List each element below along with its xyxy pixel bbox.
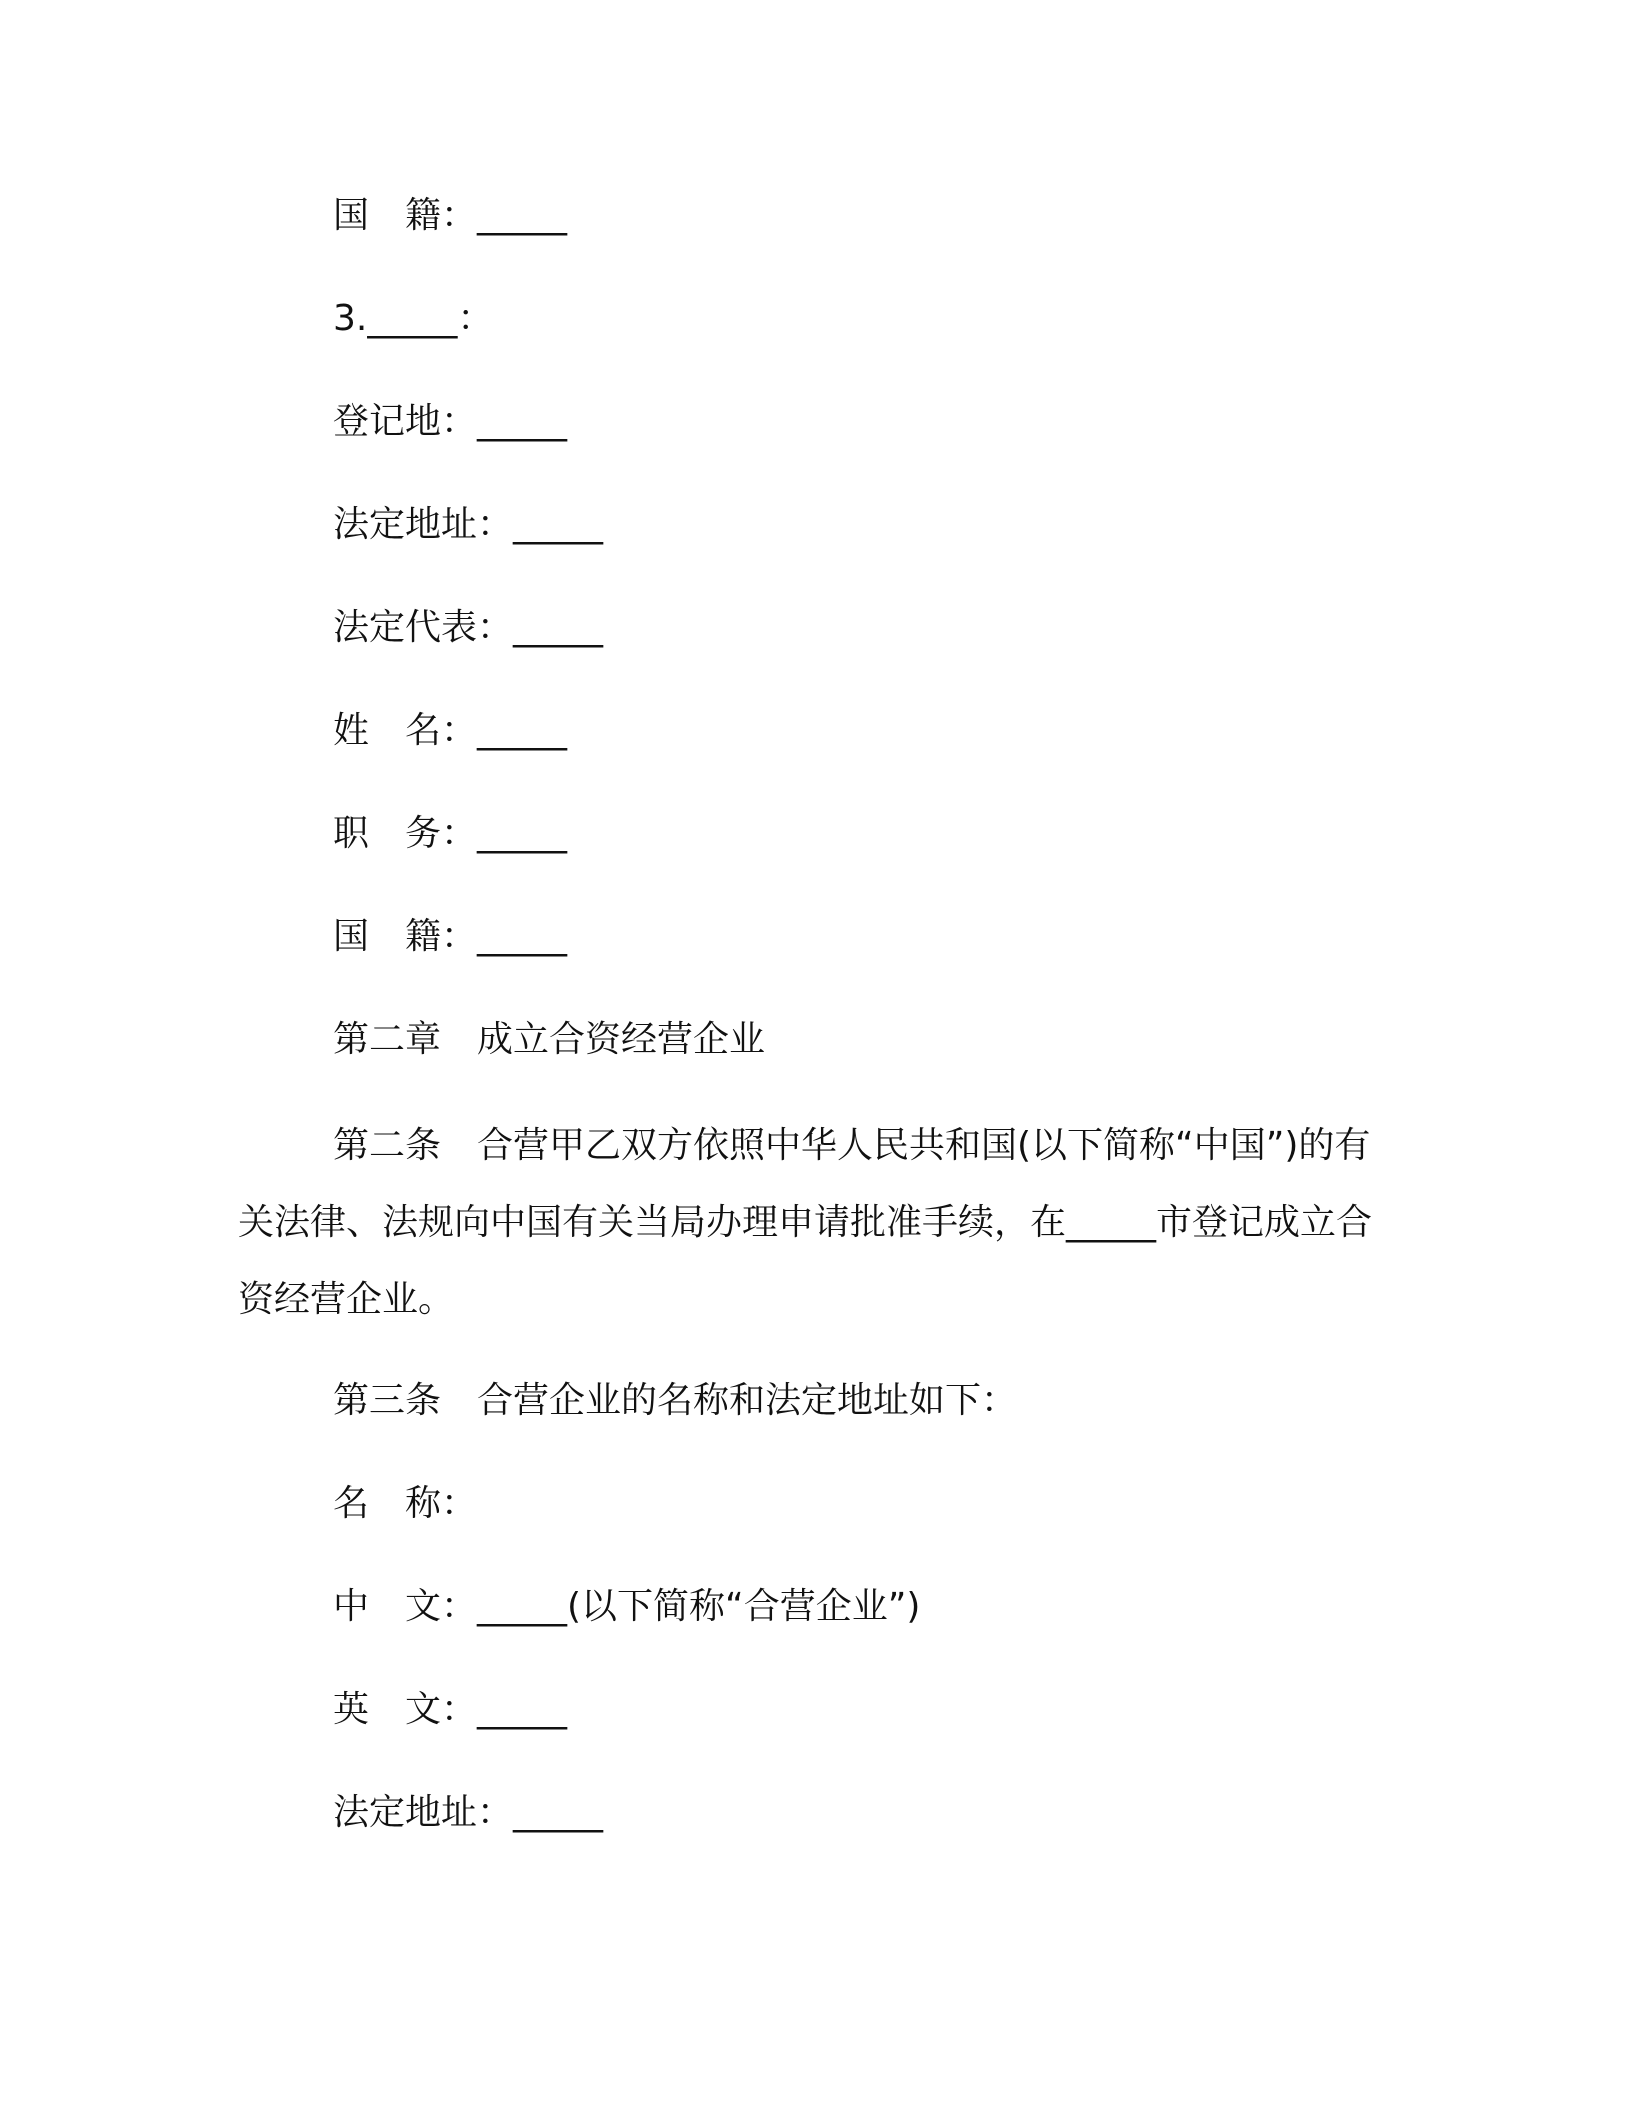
field-position: 职 务：_____	[333, 813, 568, 854]
field-nationality: 国 籍：_____	[333, 195, 568, 236]
field-name: 姓 名：_____	[333, 710, 568, 751]
chapter-2-heading: 第二章 成立合资经营企业	[333, 1019, 766, 1060]
field-english-name: 英 文：_____	[333, 1689, 568, 1730]
article-2-paragraph	[238, 1107, 1388, 1338]
article-2-text: 第二条 合营甲乙双方依照中华人民共和国(以下简称“中国”)的有关法律、法规向中国有关当局办理申请批准手续，在_____市登记成立合资经营企业。	[238, 1125, 1373, 1320]
field-company-name: 名 称：	[333, 1483, 478, 1524]
field-legal-representative: 法定代表：_____	[333, 607, 604, 648]
field-chinese-name: 中 文：_____(以下简称“合营企业”)	[333, 1586, 921, 1627]
field-legal-address: 法定地址：_____	[333, 504, 604, 545]
field-nationality-2: 国 籍：_____	[333, 916, 568, 957]
article-3-heading: 第三条 合营企业的名称和法定地址如下：	[333, 1380, 1018, 1421]
field-registration-place: 登记地：_____	[333, 401, 568, 442]
field-company-legal-address: 法定地址：_____	[333, 1792, 604, 1833]
party-3-label: 3._____：	[333, 298, 494, 339]
